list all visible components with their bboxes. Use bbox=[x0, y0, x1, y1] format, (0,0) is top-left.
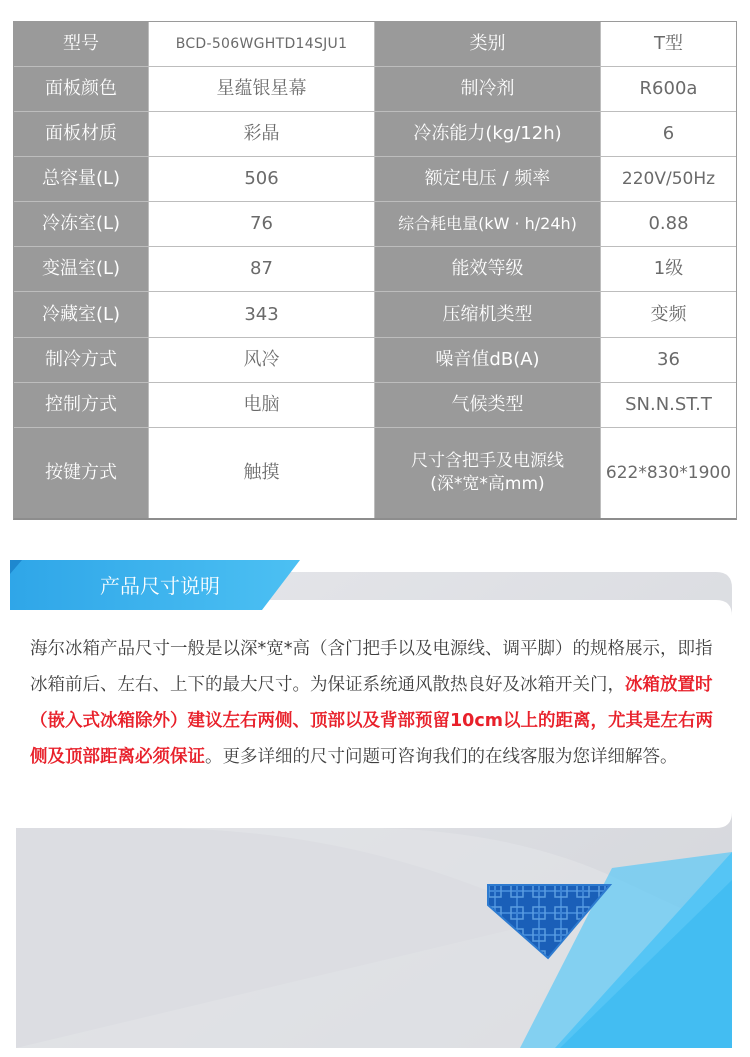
size-text-part2: 。更多详细的尺寸问题可咨询我们的在线客服为您详细解答。 bbox=[205, 747, 678, 767]
spec-value: 0.88 bbox=[601, 202, 736, 247]
spec-label: 气候类型 bbox=[375, 383, 601, 428]
spec-label: 冷冻能力(kg/12h) bbox=[375, 112, 601, 157]
spec-label: 变温室(L) bbox=[14, 247, 149, 292]
spec-value: T型 bbox=[601, 22, 736, 67]
spec-label: 面板颜色 bbox=[14, 67, 149, 112]
spec-value: 506 bbox=[149, 157, 375, 202]
spec-value: 1级 bbox=[601, 247, 736, 292]
size-text-highlight: 冰箱放置时（嵌入式冰箱除外）建议左右两侧、顶部以及背部预留10cm以上的距离，尤其是左右两侧及顶部距离必须保证 bbox=[30, 675, 713, 767]
spec-value: 星蕴银星幕 bbox=[149, 67, 375, 112]
spec-value: 36 bbox=[601, 338, 736, 383]
spec-label: 噪音值dB(A) bbox=[375, 338, 601, 383]
spec-label: 冷藏室(L) bbox=[14, 292, 149, 337]
spec-label: 制冷方式 bbox=[14, 338, 149, 383]
spec-label: 制冷剂 bbox=[375, 67, 601, 112]
spec-label: 能效等级 bbox=[375, 247, 601, 292]
size-section-heading: 产品尺寸说明 bbox=[100, 574, 220, 598]
spec-value: SN.N.ST.T bbox=[601, 383, 736, 428]
spec-value: 622*830*1900 bbox=[601, 428, 736, 518]
spec-label: 总容量(L) bbox=[14, 157, 149, 202]
spec-value: 220V/50Hz bbox=[601, 157, 736, 202]
spec-value: 343 bbox=[149, 292, 375, 337]
spec-label: 类别 bbox=[375, 22, 601, 67]
dimensions-label-line2: (深*宽*高mm) bbox=[430, 473, 545, 494]
spec-label: 面板材质 bbox=[14, 112, 149, 157]
spec-value: 变频 bbox=[601, 292, 736, 337]
spec-label: 额定电压 / 频率 bbox=[375, 157, 601, 202]
spec-value: R600a bbox=[601, 67, 736, 112]
dimensions-label-line1: 尺寸含把手及电源线 bbox=[411, 450, 564, 471]
size-description bbox=[30, 631, 720, 775]
spec-label: 控制方式 bbox=[14, 383, 149, 428]
spec-value: 风冷 bbox=[149, 338, 375, 383]
spec-value: 6 bbox=[601, 112, 736, 157]
spec-label: 综合耗电量(kW · h/24h) bbox=[375, 202, 601, 247]
spec-label: 按键方式 bbox=[14, 428, 149, 518]
spec-value: 87 bbox=[149, 247, 375, 292]
spec-value: 电脑 bbox=[149, 383, 375, 428]
spec-label: 冷冻室(L) bbox=[14, 202, 149, 247]
spec-value: 触摸 bbox=[149, 428, 375, 518]
spec-value: 76 bbox=[149, 202, 375, 247]
size-text-part1: 海尔冰箱产品尺寸一般是以深*宽*高（含门把手以及电源线、调平脚）的规格展示，即指冰箱前后、左右、上下的最大尺寸。为保证系统通风散热良好及冰箱开关门， bbox=[30, 639, 713, 695]
spec-label: 压缩机类型 bbox=[375, 292, 601, 337]
spec-value: BCD-506WGHTD14SJU1 bbox=[149, 22, 375, 67]
spec-value: 彩晶 bbox=[149, 112, 375, 157]
spec-label: 型号 bbox=[14, 22, 149, 67]
